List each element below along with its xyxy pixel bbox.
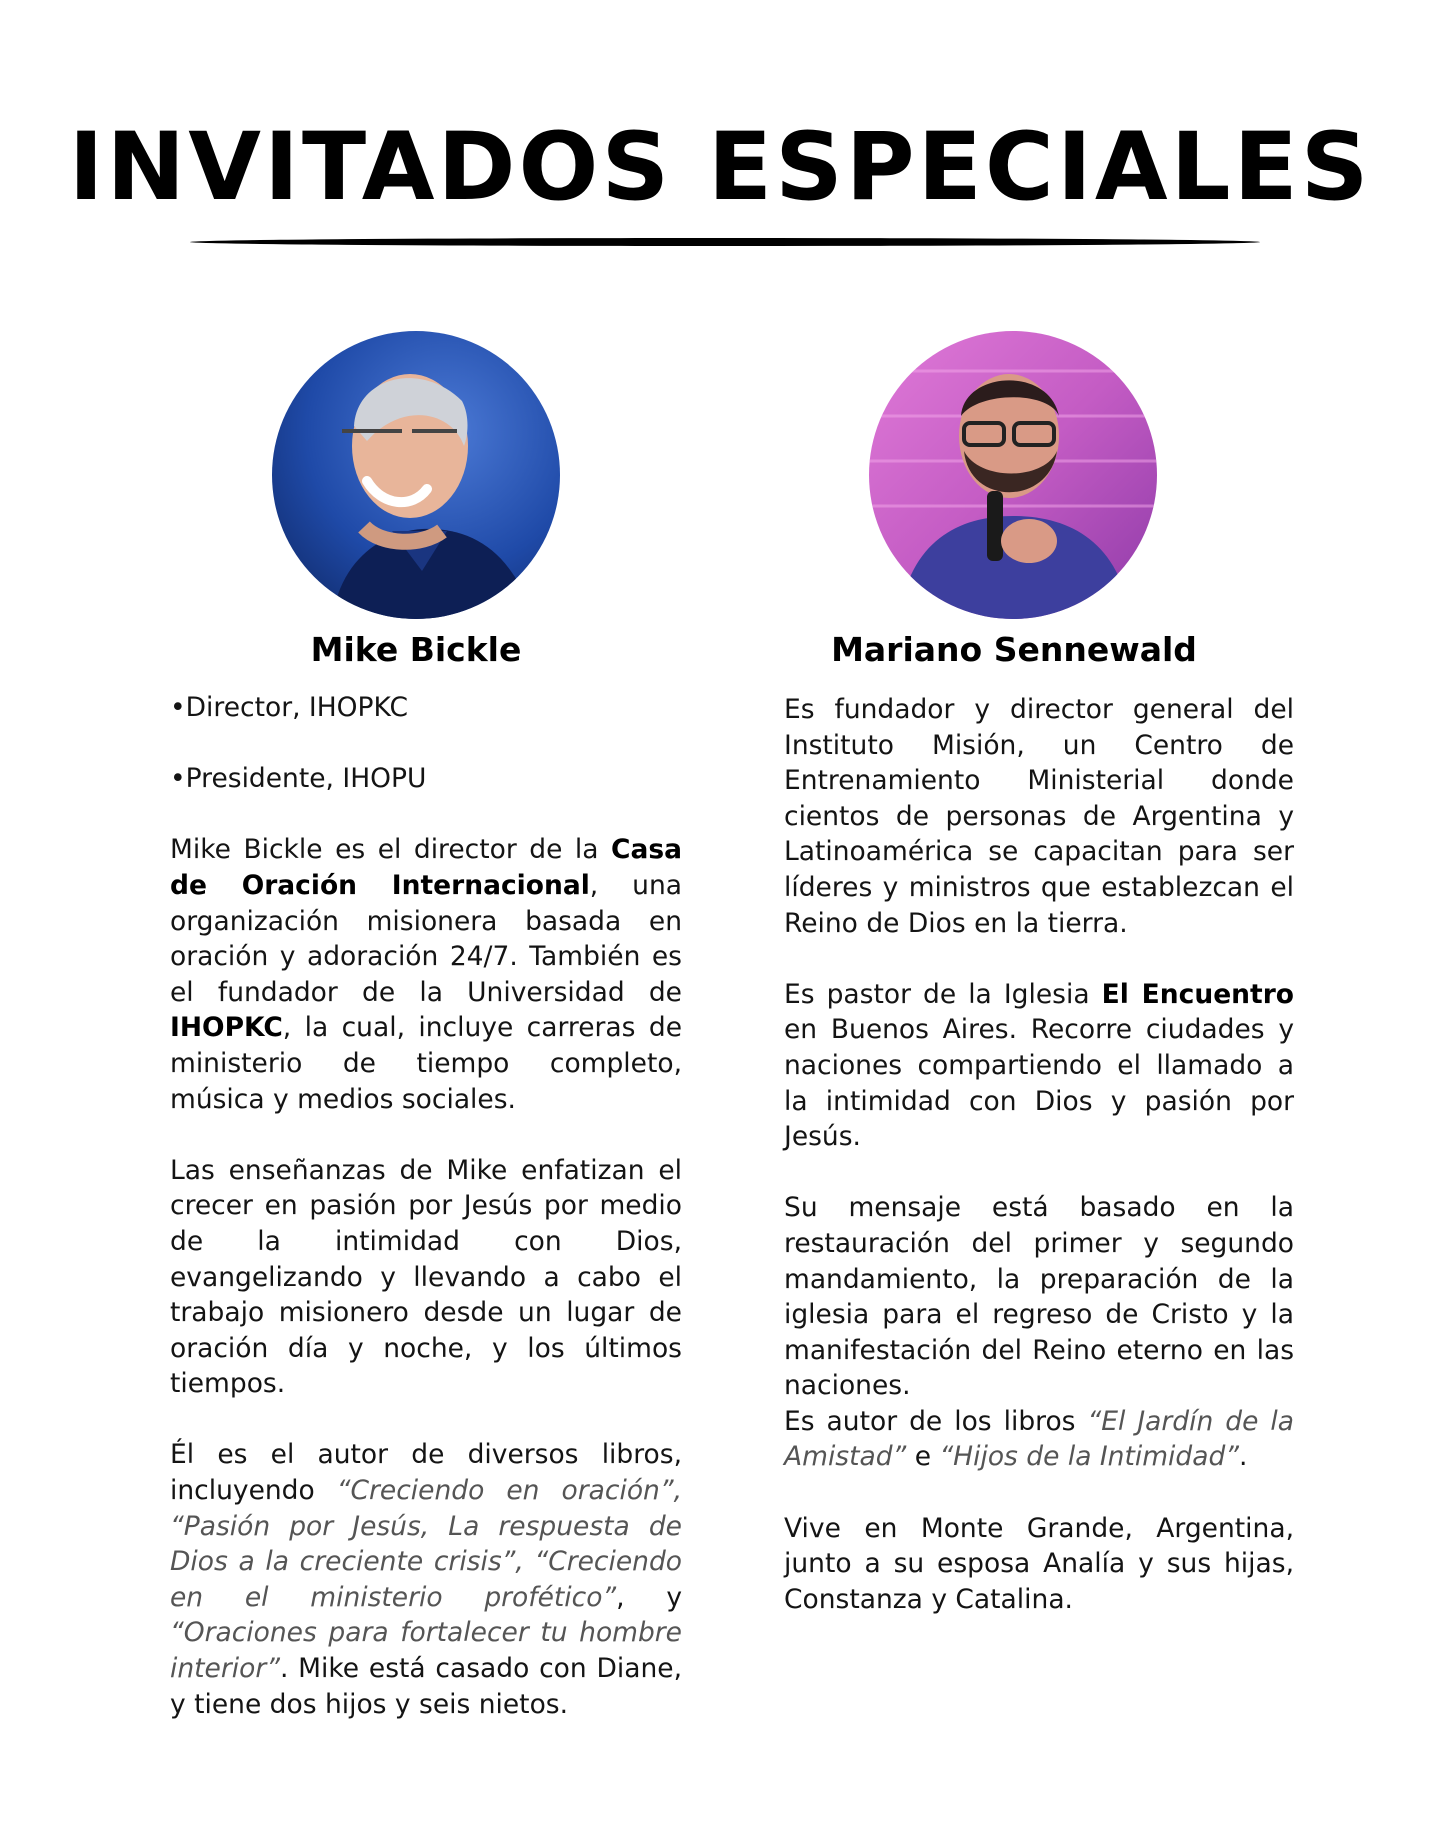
mariano-sennewald-photo <box>869 331 1157 619</box>
title-divider <box>190 238 1260 246</box>
text-run: e <box>906 1441 940 1473</box>
bold-text: Casa de Oración Internacional <box>170 834 682 901</box>
portrait-image <box>869 331 1157 619</box>
text-run: , la cual, incluye carreras de ministerio de tiempo completo, música y medios sociales. <box>170 1012 682 1115</box>
bio-paragraph: Es fundador y director general del Instituto Misión, un Centro de Entrenamiento Ministerial donde cientos de personas de Argentina y Latinoamérica se capacitan para ser líderes y ministros que establezcan el Reino de Dios en la tierra. <box>784 694 1294 939</box>
text-run: . Mike está casado con Diane, y tiene dos hijos y seis nietos. <box>170 1653 682 1720</box>
bio-paragraph: Las enseñanzas de Mike enfatizan el crecer en pasión por Jesús por medio de la intimidad con Dios, evangelizando y llevando a cabo el trabajo misionero desde un lugar de oración día y noche, y los últimos tiempos. <box>170 1154 682 1400</box>
text-run: , y <box>616 1581 683 1613</box>
mike-bickle-bio <box>170 690 682 1722</box>
text-run: en Buenos Aires. Recorre ciudades y naciones compartiendo el llamado a la intimidad con Dios y pasión por Jesús. <box>784 1014 1294 1153</box>
bio-bullet: •Director, IHOPKC <box>170 692 408 723</box>
mariano-sennewald-bio <box>784 692 1294 1617</box>
text-run: Mike Bickle es el director de la <box>170 834 611 866</box>
portrait-image <box>272 331 560 619</box>
bio-paragraph <box>170 1437 682 1722</box>
book-title: “El Jardín de la Amistad” <box>784 1405 1295 1473</box>
text-run: Él es el autor de diversos libros, incluyendo <box>170 1439 682 1507</box>
bio-paragraph <box>170 832 682 1117</box>
text-run: Es autor de los libros <box>784 1405 1088 1437</box>
bio-paragraph: Su mensaje está basado en la restauración del primer y segundo mandamiento, la preparación de la iglesia para el regreso de Cristo y la manifestación del Reino eterno en las naciones. <box>784 1192 1294 1402</box>
speaker-name-mike-bickle: Mike Bickle <box>310 630 522 669</box>
book-title: “Hijos de la Intimidad” <box>939 1441 1240 1473</box>
text-run: . <box>1239 1441 1248 1473</box>
page-title: INVITADOS ESPECIALES <box>68 113 1372 222</box>
bio-paragraph <box>784 1404 1294 1475</box>
book-title: “Creciendo en oración”, “Pasión por Jesús, La respuesta de Dios a la creciente crisis”, “Creciendo en el ministerio profético” <box>170 1475 682 1613</box>
mike-bickle-photo <box>272 331 560 619</box>
speaker-name-mariano-sennewald: Mariano Sennewald <box>831 630 1197 669</box>
bio-paragraph: Vive en Monte Grande, Argentina, junto a su esposa Analía y sus hijas, Constanza y Catalina. <box>784 1512 1294 1615</box>
bio-bullet: •Presidente, IHOPU <box>170 763 427 795</box>
bio-paragraph <box>784 977 1294 1155</box>
bold-text: El Encuentro <box>1101 978 1294 1010</box>
text-run: Es pastor de la Iglesia <box>784 978 1102 1010</box>
bold-text: IHOPKC <box>170 1012 283 1044</box>
text-run: , una organización misionera basada en oración y adoración 24/7. También es el fundador de la Universidad de <box>170 869 682 1008</box>
book-title: “Oraciones para fortalecer tu hombre interior” <box>170 1617 682 1685</box>
